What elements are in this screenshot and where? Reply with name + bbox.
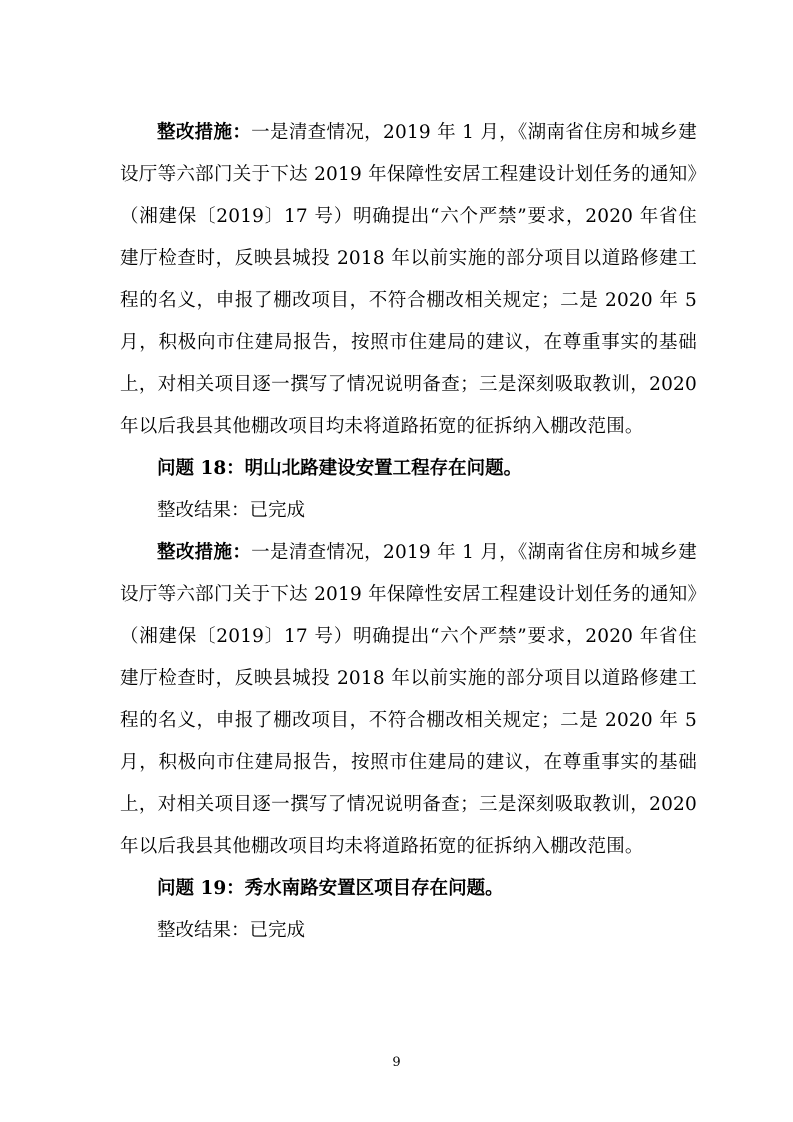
paragraph-remediation-measures-2 — [120, 532, 697, 868]
paragraph-text: 一是清查情况，2019 年 1 月，《湖南省住房和城乡建设厅等六部门关于下达 2019 年保障性安居工程建设计划任务的通知》（湘建保〔2019〕17 号）明确提出“六个严禁”要求，2020 年省住建厅检查时，反映县城投 2018 年以前实施的部分项目以道路修建工程的名义，申报了棚改项目，不符合棚改相关规定；二是 2020 年 5 月，积极向市住建局报告，按照市住建局的建议，在尊重事实的基础上，对相关项目逐一撰写了情况说明备查；三是深刻吸取教训，2020 年以后我县其他棚改项目均未将道路拓宽的征拆纳入棚改范围。 — [120, 542, 697, 857]
result-line-18: 整改结果：已完成 — [157, 500, 306, 521]
heading-question-18: 问题 18：明山北路建设安置工程存在问题。 — [157, 458, 523, 479]
paragraph-lead-label: 整改措施： — [157, 122, 252, 143]
paragraph-text: 一是清查情况，2019 年 1 月，《湖南省住房和城乡建设厅等六部门关于下达 2019 年保障性安居工程建设计划任务的通知》（湘建保〔2019〕17 号）明确提出“六个严禁”要求，2020 年省住建厅检查时，反映县城投 2018 年以前实施的部分项目以道路修建工程的名义，申报了棚改项目，不符合棚改相关规定；二是 2020 年 5 月，积极向市住建局报告，按照市住建局的建议，在尊重事实的基础上，对相关项目逐一撰写了情况说明备查；三是深刻吸取教训，2020 年以后我县其他棚改项目均未将道路拓宽的征拆纳入棚改范围。 — [120, 122, 697, 437]
page-number: 9 — [392, 1055, 401, 1070]
heading-question-19: 问题 19：秀水南路安置区项目存在问题。 — [157, 878, 504, 899]
result-line-19: 整改结果：已完成 — [157, 920, 306, 941]
paragraph-lead-label: 整改措施： — [157, 542, 252, 563]
paragraph-remediation-measures-1 — [120, 112, 697, 448]
